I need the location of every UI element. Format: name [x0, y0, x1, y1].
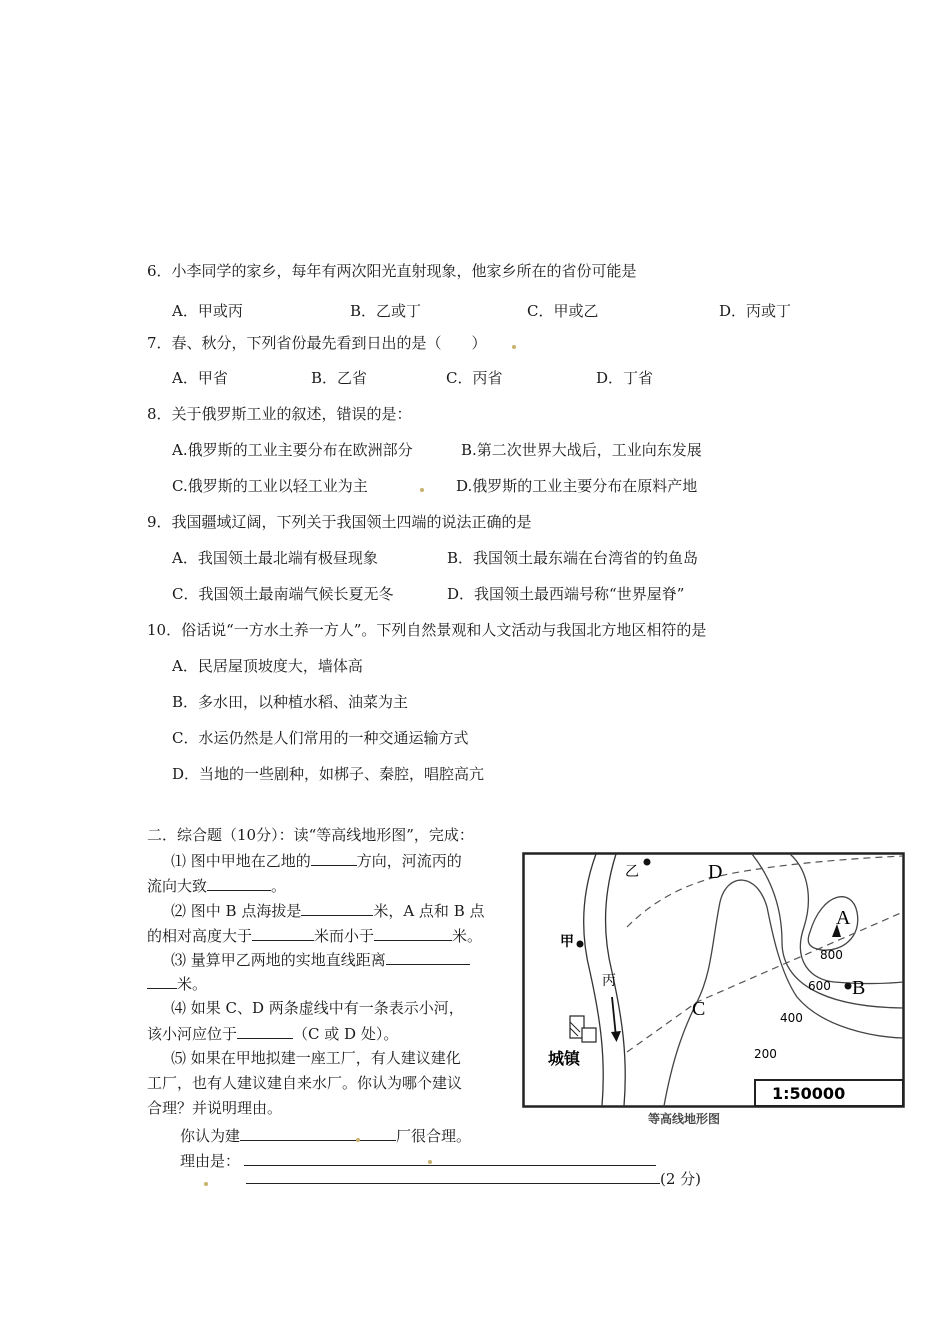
scan-dot	[356, 1138, 360, 1142]
s2-q2-blank-elevation[interactable]	[301, 900, 373, 916]
q7-option-d: D．丁省	[596, 369, 654, 387]
contour-label-600: 600	[808, 979, 831, 993]
s2-q1-text-d: 。	[271, 877, 287, 895]
label-b: B	[852, 977, 866, 999]
label-c: C	[692, 998, 706, 1020]
label-bing: 丙	[602, 973, 616, 989]
q8-option-c: C.俄罗斯的工业以轻工业为主	[172, 477, 368, 495]
map-frame	[524, 854, 904, 1107]
section-2-heading: 二．综合题（10分）：读“等高线地形图”，完成：	[147, 826, 474, 844]
q8-option-a: A.俄罗斯的工业主要分布在欧洲部分	[172, 441, 413, 459]
s2-answer-text-b: 厂很合理。	[396, 1127, 472, 1145]
s2-q5-line3: 合理？并说明理由。	[147, 1099, 283, 1117]
s2-q2-text-d: 米而小于	[314, 927, 375, 945]
s2-q1-text-b: 方向，河流丙的	[356, 852, 462, 870]
contour-label-200: 200	[754, 1047, 777, 1061]
s2-q3-text-b: 米。	[177, 975, 208, 993]
q8-option-b: B.第二次世界大战后，工业向东发展	[461, 441, 702, 459]
q9-option-b: B．我国领土最东端在台湾省的钓鱼岛	[447, 549, 699, 567]
q8-option-d: D.俄罗斯的工业主要分布在原料产地	[456, 477, 698, 495]
question-9-stem: 9．我国疆域辽阔，下列关于我国领土四端的说法正确的是	[147, 513, 532, 531]
s2-q2-text-c: 的相对高度大于	[147, 927, 253, 945]
s2-q4-text-b: 该小河应位于	[147, 1025, 238, 1043]
s2-q2-line1	[171, 900, 485, 921]
s2-q1-blank-flow[interactable]	[207, 875, 271, 891]
s2-q1-text-c: 流向大致	[147, 877, 208, 895]
s2-q2-text-a: ⑵ 图中 B 点海拔是	[171, 902, 302, 920]
s2-q5-line1: ⑸ 如果在甲地拟建一座工厂，有人建议建化	[171, 1049, 461, 1067]
contour-label-800: 800	[820, 948, 843, 962]
question-10-stem: 10．俗话说“一方水土养一方人”。下列自然景观和人文活动与我国北方地区相符的是	[147, 621, 707, 639]
label-town: 城镇	[548, 1049, 581, 1068]
s2-q2-blank-less[interactable]	[374, 925, 452, 941]
q6-option-a: A．甲或丙	[172, 302, 243, 320]
s2-reason-line2	[246, 1168, 701, 1189]
point-yi	[644, 859, 651, 866]
scan-dot	[420, 488, 424, 492]
q6-option-c: C．甲或乙	[527, 302, 599, 320]
s2-q3-blank-distance-b[interactable]	[147, 973, 177, 989]
q6-option-b: B．乙或丁	[350, 302, 422, 320]
s2-q2-text-b: 米，A 点和 B 点	[373, 902, 485, 920]
q7-option-c: C．丙省	[446, 369, 503, 387]
q7-option-b: B．乙省	[311, 369, 368, 387]
label-d: D	[708, 861, 723, 883]
question-6-stem: 6．小李同学的家乡，每年有两次阳光直射现象，他家乡所在的省份可能是	[147, 262, 637, 280]
label-a: A	[836, 907, 851, 929]
point-b	[845, 983, 852, 990]
scan-dot	[512, 345, 516, 349]
s2-q1-line1	[171, 850, 462, 871]
s2-q3-line1	[171, 949, 470, 970]
s2-q1-blank-direction[interactable]	[311, 850, 357, 866]
s2-reason-blank-1[interactable]	[244, 1150, 656, 1166]
s2-q3-blank-distance-a[interactable]	[386, 949, 470, 965]
contour-label-400: 400	[780, 1011, 803, 1025]
scan-dot	[204, 1182, 208, 1186]
s2-q4-text-c: （C 或 D 处）。	[293, 1025, 399, 1043]
s2-q2-line2	[147, 925, 482, 946]
s2-q3-line2	[147, 973, 207, 994]
q6-option-d: D．丙或丁	[719, 302, 792, 320]
question-8-stem: 8．关于俄罗斯工业的叙述，错误的是：	[147, 405, 412, 423]
point-jia	[577, 941, 584, 948]
q10-option-b: B．多水田，以种植水稻、油菜为主	[172, 693, 409, 711]
s2-q4-line2	[147, 1023, 398, 1044]
s2-answer-blank-factory[interactable]	[240, 1125, 396, 1141]
q10-option-a: A．民居屋顶坡度大，墙体高	[172, 657, 363, 675]
s2-q4-blank-river[interactable]	[237, 1023, 293, 1039]
label-jia: 甲	[560, 934, 574, 950]
q7-option-a: A．甲省	[172, 369, 228, 387]
s2-reason-label: 理由是：	[180, 1152, 241, 1170]
label-yi: 乙	[625, 864, 639, 880]
q10-option-c: C．水运仍然是人们常用的一种交通运输方式	[172, 729, 469, 747]
q9-option-c: C．我国领土最南端气候长夏无冬	[172, 585, 394, 603]
s2-q1-line2	[147, 875, 286, 896]
q9-option-d: D．我国领土最西端号称“世界屋脊”	[447, 585, 685, 603]
question-7-stem: 7．春、秋分，下列省份最先看到日出的是（ ）	[147, 334, 487, 352]
q10-option-d: D．当地的一些剧种，如梆子、秦腔，唱腔高亢	[172, 765, 485, 783]
s2-q2-text-e: 米。	[452, 927, 483, 945]
s2-reason-blank-2[interactable]	[246, 1168, 660, 1184]
s2-q5-line2: 工厂，也有人建议建自来水厂。你认为哪个建议	[147, 1074, 463, 1092]
s2-q3-text-a: ⑶ 量算甲乙两地的实地直线距离	[171, 951, 386, 969]
s2-score: (2 分)	[660, 1170, 702, 1188]
s2-q1-text-a: ⑴ 图中甲地在乙地的	[171, 852, 311, 870]
map-scale: 1:50000	[772, 1084, 846, 1103]
map-caption: 等高线地形图	[648, 1112, 721, 1126]
s2-q2-blank-greater[interactable]	[252, 925, 314, 941]
s2-q4-line1: ⑷ 如果 C、D 两条虚线中有一条表示小河，	[171, 999, 464, 1017]
scan-dot	[428, 1160, 432, 1164]
q9-option-a: A．我国领土最北端有极昼现象	[172, 549, 378, 567]
s2-answer-line1	[180, 1125, 471, 1146]
contour-map	[522, 852, 905, 1108]
s2-answer-text-a: 你认为建	[180, 1127, 241, 1145]
